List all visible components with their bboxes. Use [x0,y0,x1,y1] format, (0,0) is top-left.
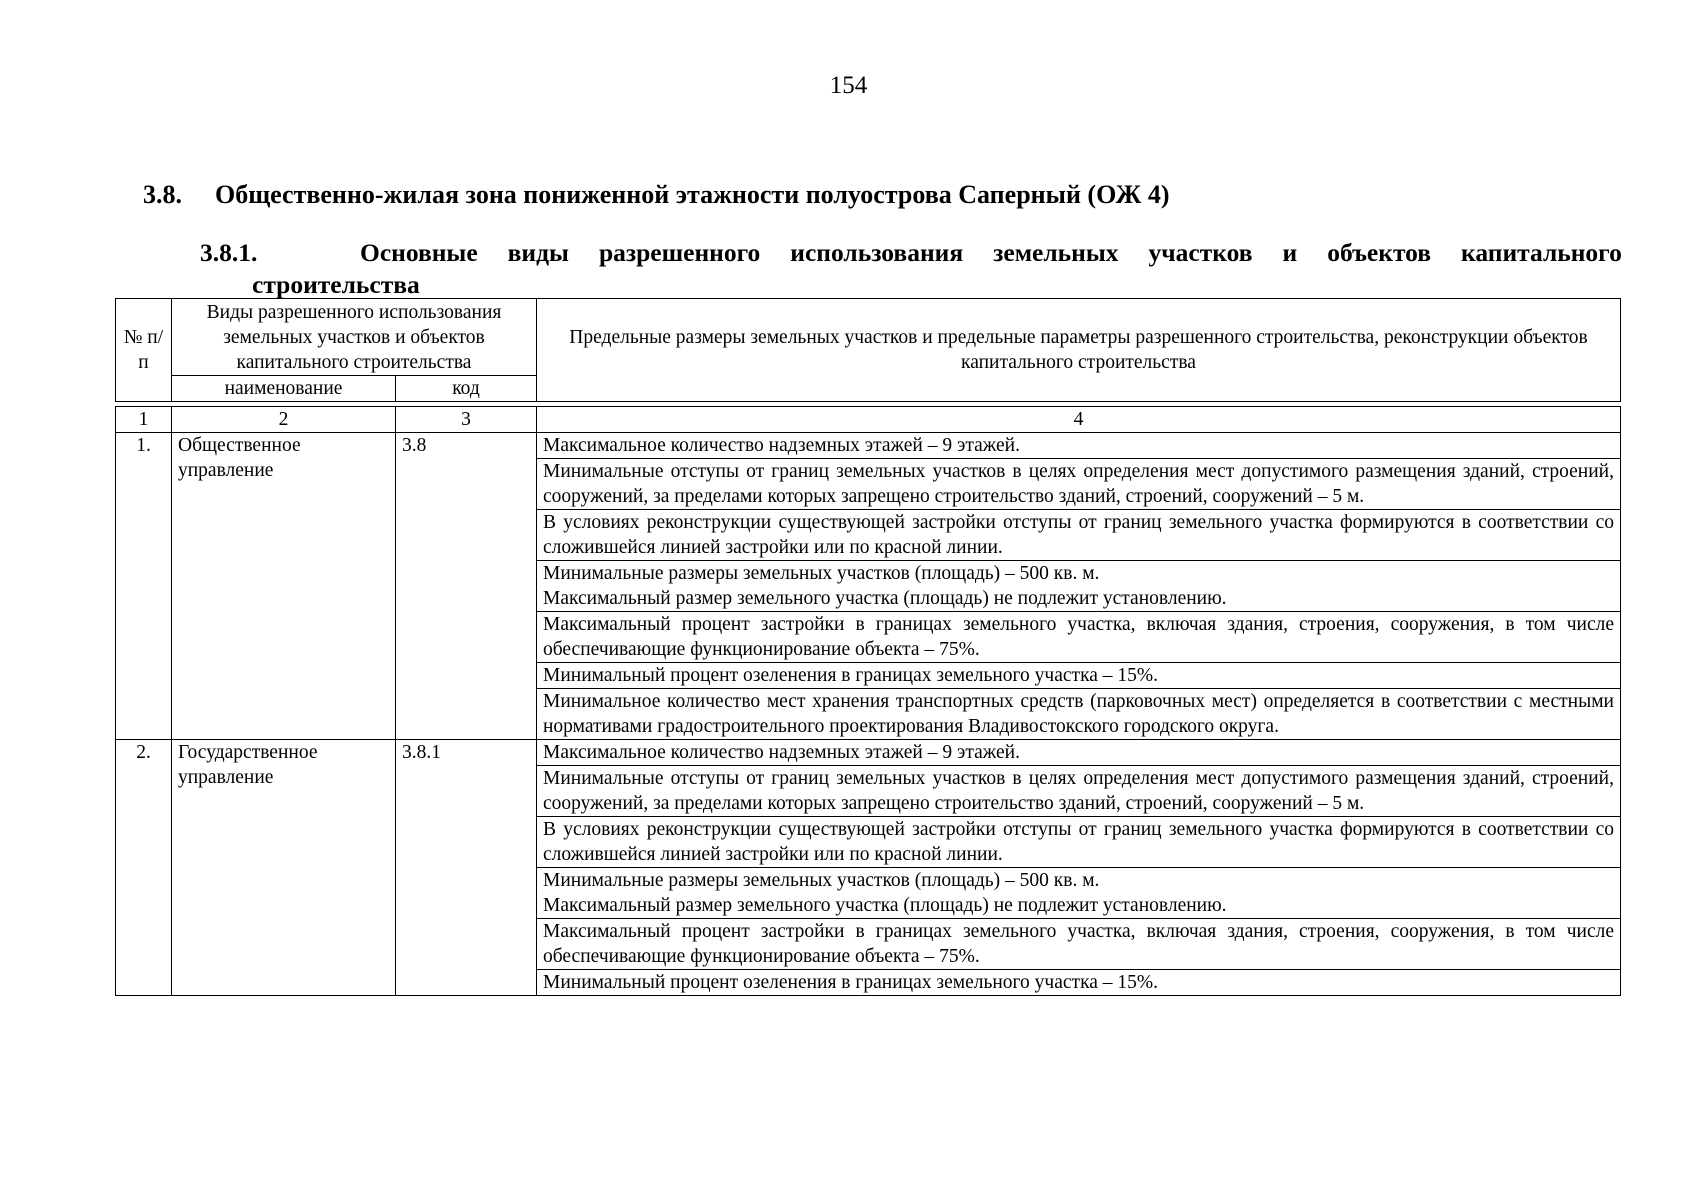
parameter-cell: Минимальный процент озеленения в границах земельного участка – 15%. [537,970,1621,996]
subsection-number: 3.8.1. [200,238,258,267]
parameter-cell: Минимальные отступы от границ земельных участков в целях определения мест допустимого размещения зданий, строений, сооружений, за пределами которых запрещено строительство зданий, строений, сооружений – 5 м. [537,459,1621,510]
section-title-text: Общественно-жилая зона пониженной этажности полуострова Саперный (ОЖ 4) [215,180,1170,209]
parameter-cell: Минимальное количество мест хранения транспортных средств (парковочных мест) определяется в соответствии с местными нормативами градостроительного проектирования Владивостокского городского округа. [537,689,1621,740]
page-number: 154 [829,72,868,99]
parameter-cell: В условиях реконструкции существующей застройки отступы от границ земельного участка формируются в соответствии со сложившейся линией застройки или по красной линии. [537,817,1621,868]
usage-code: 3.8 [396,433,537,740]
parameter-cell: Минимальные размеры земельных участков (площадь) – 500 кв. м. Максимальный размер земельного участка (площадь) не подлежит установлению. [537,561,1621,612]
parameter-cell: Максимальный процент застройки в границах земельного участка, включая здания, строения, сооружения, в том числе обеспечивающие функционирование объекта – 75%. [537,919,1621,970]
parameter-cell: В условиях реконструкции существующей застройки отступы от границ земельного участка формируются в соответствии со сложившейся линией застройки или по красной линии. [537,510,1621,561]
subsection-title-line2: строительства [252,270,420,299]
header-col-code: код [396,376,537,402]
table-header [115,298,1621,402]
subsection-title-word: разрешенного [598,238,761,267]
usage-code: 3.8.1 [396,740,537,996]
subsection-title [200,237,1622,301]
parameter-cell: Максимальное количество надземных этажей – 9 этажей. [537,740,1621,766]
subsection-title-word: капитального [1461,238,1622,267]
header-col-name: наименование [172,376,396,402]
column-number: 2 [172,407,396,433]
row-number: 2. [116,740,172,996]
subsection-title-word: участков [1148,238,1253,267]
table-row [116,433,1621,459]
subsection-title-word: виды [507,238,569,267]
column-number: 3 [396,407,537,433]
subsection-title-word: земельных [993,238,1119,267]
parameter-cell: Минимальные отступы от границ земельных участков в целях определения мест допустимого размещения зданий, строений, сооружений, за пределами которых запрещено строительство зданий, строений, сооружений – 5 м. [537,766,1621,817]
parameter-cell: Минимальные размеры земельных участков (площадь) – 500 кв. м. Максимальный размер земельного участка (площадь) не подлежит установлению. [537,868,1621,919]
parameter-cell: Максимальное количество надземных этажей – 9 этажей. [537,433,1621,459]
header-col-params: Предельные размеры земельных участков и предельные параметры разрешенного строительства, реконструкции объектов капитального строительства [537,299,1621,402]
usage-name: Государственное управление [172,740,396,996]
parameter-cell: Минимальный процент озеленения в границах земельного участка – 15%. [537,663,1621,689]
parameter-cell: Максимальный процент застройки в границах земельного участка, включая здания, строения, сооружения, в том числе обеспечивающие функционирование объекта – 75%. [537,612,1621,663]
subsection-title-line1 [200,237,1622,269]
row-number: 1. [116,433,172,740]
section-title [143,180,1170,210]
usage-name: Общественное управление [172,433,396,740]
table-row [116,740,1621,766]
column-number: 4 [537,407,1621,433]
table-body [115,406,1621,996]
header-col-types: Виды разрешенного использования земельных участков и объектов капитального строительства [172,299,537,376]
header-col-num: № п/п [116,299,172,402]
subsection-title-word: использования [790,238,964,267]
section-number: 3.8. [143,180,182,209]
subsection-title-word: Основные [360,238,478,267]
column-numbers-row [116,407,1621,433]
subsection-title-word: и [1282,238,1298,267]
subsection-title-word: объектов [1327,238,1432,267]
column-number: 1 [116,407,172,433]
